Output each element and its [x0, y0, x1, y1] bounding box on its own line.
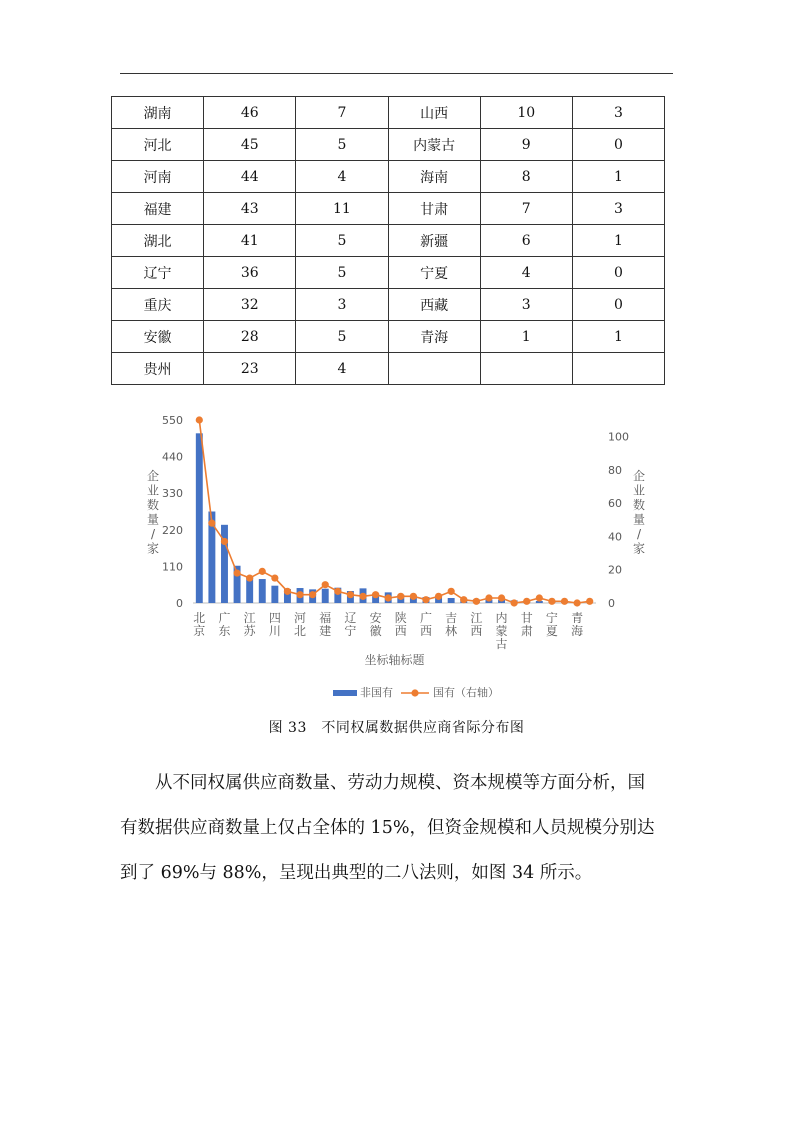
point-state-owned: [498, 594, 505, 601]
table-cell: 3: [572, 97, 664, 129]
point-state-owned: [296, 591, 303, 598]
point-state-owned: [485, 594, 492, 601]
table-cell: 河北: [112, 129, 204, 161]
bar-non-state: [196, 433, 203, 603]
x-tick-label: 四川: [268, 611, 281, 638]
y-left-tick-label: 220: [162, 523, 183, 537]
table-cell: 3: [480, 289, 572, 321]
table-cell: 4: [480, 257, 572, 289]
point-state-owned: [334, 588, 341, 595]
line-state-owned: [199, 420, 589, 603]
table-row: [112, 161, 665, 193]
table-cell: 9: [480, 129, 572, 161]
y-right-tick-label: 40: [608, 530, 622, 544]
table-cell: 7: [296, 97, 388, 129]
table-cell: 28: [204, 321, 296, 353]
x-tick-label: 安徽: [369, 611, 382, 638]
table-row: [112, 193, 665, 225]
y-left-tick-label: 550: [162, 414, 183, 427]
figure-caption: 图 33 不同权属数据供应商省际分布图: [268, 720, 525, 736]
table-cell: 10: [480, 97, 572, 129]
point-state-owned: [246, 574, 253, 581]
paragraph-line: 有数据供应商数量上仅占全体的 15%，但资金规模和人员规模分别达: [120, 818, 655, 838]
point-state-owned: [271, 574, 278, 581]
point-state-owned: [397, 593, 404, 600]
y-left-axis-title: 企业数量/家: [146, 469, 160, 556]
x-tick-label: 河北: [294, 611, 307, 638]
table-cell: 安徽: [112, 321, 204, 353]
table-row: [112, 129, 665, 161]
table-cell: 0: [572, 257, 664, 289]
y-right-tick-label: 80: [608, 463, 622, 477]
x-tick-label: 吉林: [445, 611, 458, 638]
point-state-owned: [233, 569, 240, 576]
x-tick-label: 甘肃: [520, 611, 533, 638]
point-state-owned: [435, 593, 442, 600]
x-tick-label: 广东: [218, 611, 231, 638]
table-cell: 新疆: [388, 225, 480, 257]
paragraph-line: 从不同权属供应商数量、劳动力规模、资本规模等方面分析，国: [155, 773, 645, 793]
point-state-owned: [196, 416, 203, 423]
point-state-owned: [208, 520, 215, 527]
x-tick-label: 广西: [419, 611, 432, 638]
ownership-province-chart: [118, 400, 646, 710]
x-tick-label: 江西: [470, 611, 483, 638]
table-cell: 5: [296, 225, 388, 257]
y-left-tick-label: 0: [176, 597, 183, 610]
table-cell: 3: [572, 193, 664, 225]
table-cell: 福建: [112, 193, 204, 225]
paragraph-line: 到了 69%与 88%，呈现出典型的二八法则，如图 34 所示。: [120, 863, 593, 883]
table-cell: 41: [204, 225, 296, 257]
y-left-tick-label: 330: [162, 487, 183, 501]
point-state-owned: [322, 581, 329, 588]
bar-non-state: [271, 586, 278, 603]
point-state-owned: [523, 598, 530, 605]
province-count-table: [111, 96, 665, 385]
x-tick-label: 辽宁: [344, 611, 357, 638]
point-state-owned: [460, 596, 467, 603]
table-cell: 1: [480, 321, 572, 353]
point-state-owned: [536, 594, 543, 601]
y-left-tick-label: 110: [162, 560, 183, 574]
table-cell: 青海: [388, 321, 480, 353]
table-cell: 44: [204, 161, 296, 193]
table-cell: 8: [480, 161, 572, 193]
table-row: [112, 225, 665, 257]
table-row: [112, 289, 665, 321]
table-cell: 3: [296, 289, 388, 321]
table-cell: 西藏: [388, 289, 480, 321]
point-state-owned: [548, 598, 555, 605]
legend-bar-swatch: [333, 690, 357, 696]
table-cell: 5: [296, 257, 388, 289]
table-cell: 43: [204, 193, 296, 225]
table-row: [112, 257, 665, 289]
bar-non-state: [322, 589, 329, 603]
table-cell: 45: [204, 129, 296, 161]
table-cell: 重庆: [112, 289, 204, 321]
y-right-tick-label: 60: [608, 497, 622, 511]
table-cell: 23: [204, 353, 296, 385]
point-state-owned: [372, 591, 379, 598]
table-cell: 5: [296, 321, 388, 353]
x-tick-label: 福建: [319, 611, 332, 638]
table-cell: 海南: [388, 161, 480, 193]
table-cell: 辽宁: [112, 257, 204, 289]
y-left-tick-label: 440: [162, 450, 183, 464]
table-cell: 46: [204, 97, 296, 129]
table-cell: 河南: [112, 161, 204, 193]
point-state-owned: [448, 588, 455, 595]
point-state-owned: [221, 538, 228, 545]
table-cell: 1: [572, 225, 664, 257]
legend-label: 非国有: [360, 686, 393, 699]
point-state-owned: [385, 594, 392, 601]
x-tick-label: 宁夏: [545, 611, 558, 638]
table-row: [112, 321, 665, 353]
table-cell: 0: [572, 129, 664, 161]
table-cell: 36: [204, 257, 296, 289]
point-state-owned: [347, 591, 354, 598]
x-tick-label: 江苏: [243, 611, 256, 638]
table-cell: 7: [480, 193, 572, 225]
x-tick-label: 陕西: [394, 611, 407, 638]
point-state-owned: [410, 593, 417, 600]
point-state-owned: [586, 598, 593, 605]
y-right-axis-title: 企业数量/家: [632, 469, 646, 556]
table-cell: 0: [572, 289, 664, 321]
table-cell: 内蒙古: [388, 129, 480, 161]
point-state-owned: [309, 591, 316, 598]
point-state-owned: [284, 588, 291, 595]
x-tick-label: 内蒙古: [495, 611, 508, 651]
table-cell: 1: [572, 321, 664, 353]
body-paragraph: [120, 761, 676, 896]
legend-label: 国有（右轴）: [433, 686, 499, 699]
table-cell: 4: [296, 353, 388, 385]
point-state-owned: [473, 598, 480, 605]
x-axis-title: 坐标轴标题: [364, 653, 425, 667]
table-cell: 宁夏: [388, 257, 480, 289]
table-cell: 湖北: [112, 225, 204, 257]
bar-non-state: [448, 598, 455, 603]
y-right-tick-label: 100: [608, 430, 629, 444]
legend-point-swatch: [411, 689, 418, 696]
bar-non-state: [259, 579, 266, 603]
point-state-owned: [561, 598, 568, 605]
y-right-tick-label: 20: [608, 563, 622, 577]
table-cell: 山西: [388, 97, 480, 129]
table-cell: [480, 353, 572, 385]
table-row: [112, 353, 665, 385]
table-cell: 贵州: [112, 353, 204, 385]
table-row: [112, 97, 665, 129]
header-rule: [120, 73, 673, 74]
table-cell: 11: [296, 193, 388, 225]
point-state-owned: [511, 599, 518, 606]
table-cell: [388, 353, 480, 385]
point-state-owned: [259, 568, 266, 575]
table-cell: 湖南: [112, 97, 204, 129]
table-cell: 32: [204, 289, 296, 321]
table-cell: 6: [480, 225, 572, 257]
table-cell: 4: [296, 161, 388, 193]
point-state-owned: [359, 593, 366, 600]
table-cell: 甘肃: [388, 193, 480, 225]
x-tick-label: 北京: [193, 611, 206, 638]
y-right-tick-label: 0: [608, 597, 615, 610]
x-tick-label: 青海: [571, 611, 584, 638]
point-state-owned: [574, 599, 581, 606]
table-cell: 1: [572, 161, 664, 193]
table-cell: [572, 353, 664, 385]
point-state-owned: [422, 596, 429, 603]
table-cell: 5: [296, 129, 388, 161]
